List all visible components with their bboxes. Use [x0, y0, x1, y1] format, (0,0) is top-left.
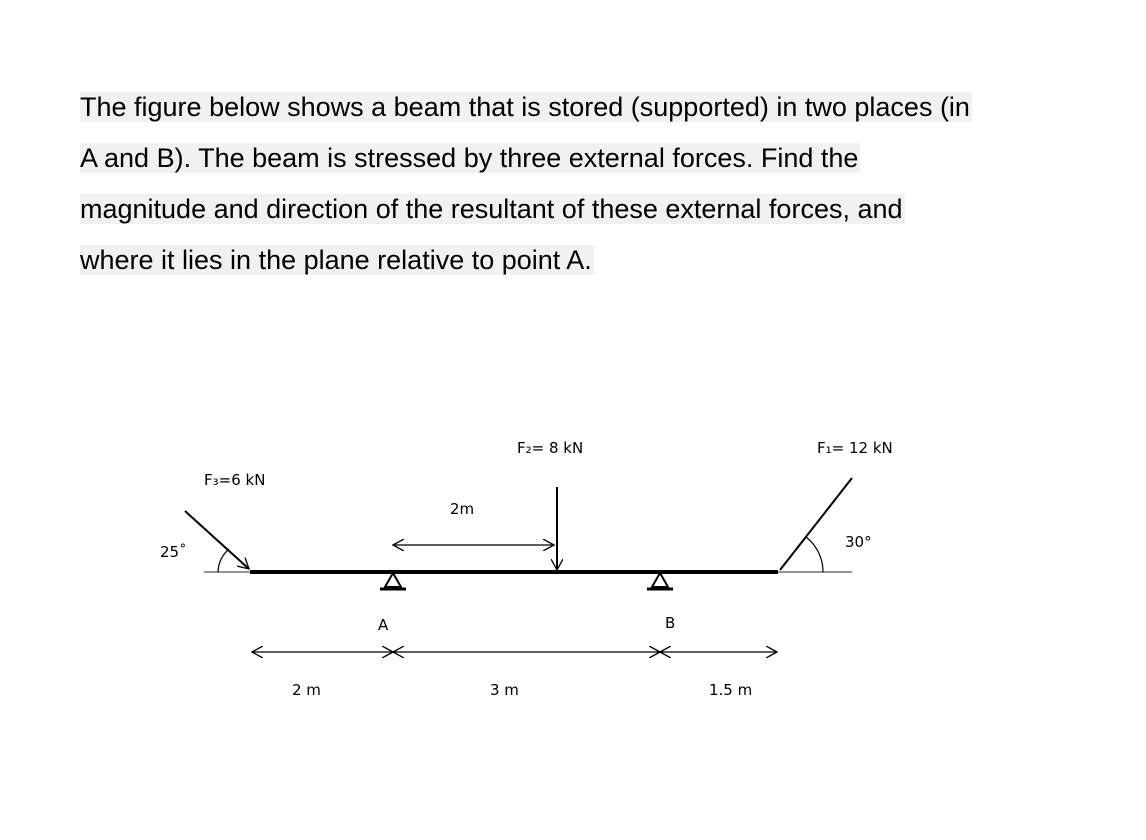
support-b: [647, 573, 673, 589]
problem-line-2-text: A and B). The beam is stressed by three external forces. Find the: [80, 143, 859, 173]
f3-angle-label: 25˚: [160, 543, 187, 561]
support-a-label: A: [378, 616, 389, 634]
f3-label: F₃=6 kN: [204, 471, 266, 489]
right-span-label: 1.5 m: [709, 681, 753, 699]
problem-line-4-text: where it lies in the plane relative to point A.: [80, 245, 592, 275]
support-a: [380, 573, 406, 589]
support-b-label: B: [665, 614, 676, 632]
f1-label: F₁= 12 kN: [817, 439, 893, 457]
problem-line-3-text: magnitude and direction of the resultant of these external forces, and: [80, 194, 903, 224]
f3-angle-arc: [218, 549, 229, 572]
dim-f2-from-a-label: 2m: [450, 500, 475, 518]
f1-angle-arc: [806, 537, 823, 572]
force-f3-arrow: [185, 511, 249, 569]
middle-span-label: 3 m: [490, 681, 519, 699]
f1-angle-label: 30°: [845, 533, 872, 551]
force-f1-arrow: [780, 478, 852, 570]
f2-label: F₂= 8 kN: [517, 439, 584, 457]
left-span-label: 2 m: [292, 681, 321, 699]
problem-line-1-text: The figure below shows a beam that is stored (supported) in two places (in: [80, 92, 970, 122]
